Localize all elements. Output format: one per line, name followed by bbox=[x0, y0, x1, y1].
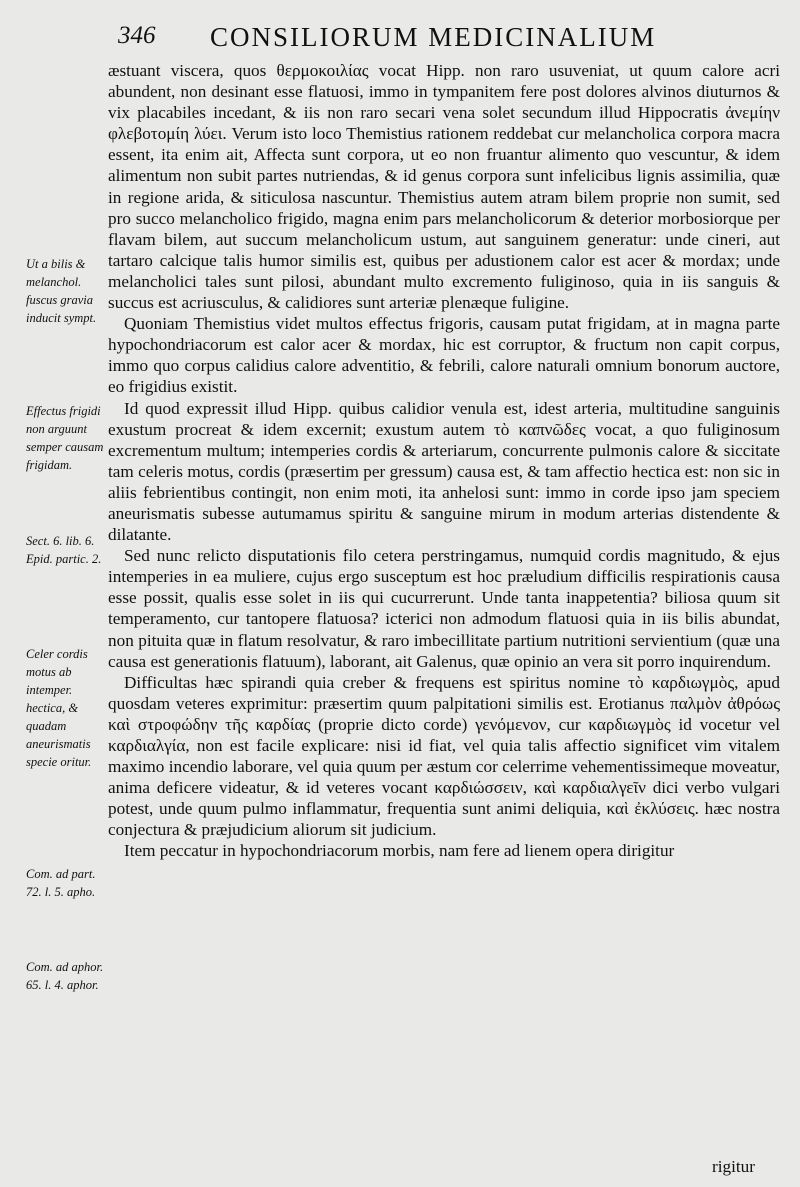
marginal-note: Effectus frigidi non arguunt semper causam frigidam. bbox=[26, 404, 104, 472]
page-number: 346 bbox=[118, 22, 156, 49]
paragraph: Id quod expressit illud Hipp. quibus calidior venula est, idest arteria, multitudine sanguinis exustum procreat & idem excernit; exustum autem τὸ καπνῶδες vocat, a quo fuliginosum excrementum multum; intemperies cordis & arteriarum, concurrente pulmonis calore & siccitate tam celeris motus, cordis (præsertim per gressum) causa est, & tam affectio hectica est: non sic in aliis febrientibus contingit, non enim moti, ita anhelosi sunt: immo in corde ipso jam speciem aneurismatis subesse autumamus spiritu & sanguine mirum in modum arterias distendente & dilatante. bbox=[108, 398, 780, 545]
paragraph: Quoniam Themistius videt multos effectus frigoris, causam putat frigidam, at in magna parte hypochondriacorum est calor acer & mordax, hic est corruptor, & fructum non capit corpus, immo quo corpus calidius calore adventitio, & febrili, calore naturali omnium bonorum auctore, eo frigidius existit. bbox=[108, 314, 780, 397]
marginal-note: Sect. 6. lib. 6. Epid. partic. 2. bbox=[26, 534, 102, 566]
running-title: CONSILIORUM MEDICINALIUM bbox=[210, 22, 657, 52]
marginal-note: Ut a bilis & melanchol. fuscus gravia inducit sympt. bbox=[26, 257, 97, 325]
paragraph: Difficultas hæc spirandi quia creber & frequens est spiritus nomine τὸ καρδιωγμὸς, apud quosdam veteres exprimitur: præsertim quum palpitationi similis est. Erotianus παλμὸν ἀθρόως καὶ στροφώδην τῆς καρδίας (proprie dicto corde) γενόμενον, cur καρδιωγμὸς id vocetur vel καρδιαλγία, non est facile explicare: nisi id fiat, vel quia talis affectio significet vim vitalem maximo incendio laborare, vel quia quum per æstum cor celerrime vehementissimeque moveatur, anima deficere videatur, & id veteres vocant καρδιώσσειν, καὶ καρδιαλγεῖν dici verbo vulgari potest, unde quum pulmo inflammatur, frequentia sunt animi deliquia, καὶ ἐκλύσεις. hæc nostra conjectura & præjudicium aliorum sit judicium. bbox=[108, 672, 780, 840]
paragraph: æstuant viscera, quos θερμοκοιλίας vocat Hipp. non raro usuveniat, ut quum calore acri abundent, non desinant esse flatuosi, immo in tympanitem fere post dolores alvinos diuturnos & vix placabiles incedant, & iis non raro secari vena solet secundum illud Hippocratis ἀνεμίην φλεβοτομίη λύει. Verum isto loco Themistius rationem reddebat cur melancholica corpora macra essent, ita enim ait, Affecta sunt corpora, ut eo non fruantur alimento quo vescuntur, & idem alimentum non subit partes nutriendas, & id genus corpora sunt infelicibus lignis assimilia, quæ in regione arida, & siticulosa nascuntur. Themistius autem atram bilem proprie non sumit, sed pro succo melancholico frigido, magna enim pars melancholicorum & deterior morbosiorque per flavam bilem, aut succum melancholicum ustum, aut sanguinem generatur: unde cineri, aut tartaro calcique talis humor similis est, quibus per adustionem calor est acer & mordax; unde melancholici tales sunt pilosi, abundant multo excremento fuliginoso, quia in iis sanguis & succus est acriusculus, & calidiores sunt arteriæ plenæque fuligine. bbox=[108, 61, 780, 313]
main-text bbox=[108, 60, 780, 862]
page-header bbox=[0, 14, 800, 54]
marginal-note: Celer cordis motus ab intemper. hectica, & quadam aneurismatis specie oritur. bbox=[26, 647, 92, 769]
paragraph: Item peccatur in hypochondriacorum morbis, nam fere ad lienem opera dirigitur bbox=[124, 841, 675, 861]
paragraph: Sed nunc relicto disputationis filo cetera perstringamus, numquid cordis magnitudo, & ejus intemperies in ea muliere, cujus ergo susceptum est hoc præludium difficilis respirationis causa esse possit, qualis esse solet in iis qui cucurrerunt. Unde tanta inappetentia? biliosa quum sit temperamento, cur tantopere flatuosa? icterici non admodum flatuosi quia in iis bilis abundat, non pituita quæ in flatum resolvatur, & raro imbecillitate partium nutritioni servientium (quæ una causa est generationis flatuum), laborant, ait Galenus, quæ opinio an vera sit porro inquirendum. bbox=[108, 546, 780, 671]
marginal-note: Com. ad part. 72. l. 5. apho. bbox=[26, 867, 96, 899]
catchword: rigitur bbox=[712, 1157, 755, 1176]
marginal-note: Com. ad aphor. 65. l. 4. aphor. bbox=[26, 960, 104, 992]
